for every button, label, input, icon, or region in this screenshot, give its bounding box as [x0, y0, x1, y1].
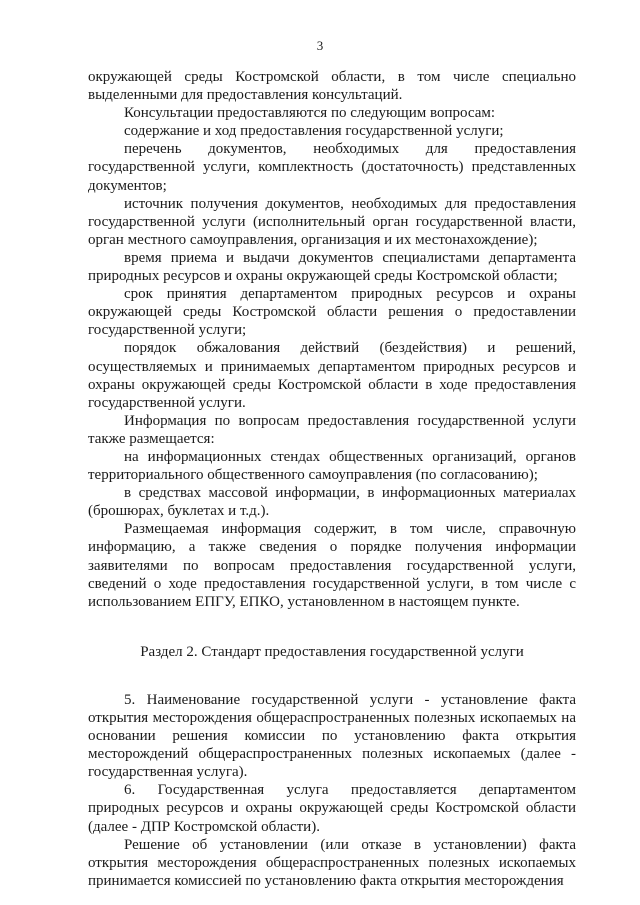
paragraph: Информация по вопросам предоставления государственной услуги также размещается: — [88, 412, 576, 447]
paragraphs-after — [88, 691, 576, 890]
paragraph: содержание и ход предоставления государственной услуги; — [124, 123, 504, 140]
paragraph: 5. Наименование государственной услуги - установление факта открытия месторождения общераспространенных полезных ископаемых на основании решения комиссии по установлению факта открытия месторождений общераспространенных полезных ископаемых (далее - государственная услуга). — [88, 691, 576, 781]
paragraph: порядок обжалования действий (бездействия) и решений, осуществляемых и принимаемых департаментом природных ресурсов и охраны окружающей среды Костромской области в ходе предоставления государственной услуги. — [88, 340, 576, 411]
document-body — [88, 68, 576, 890]
paragraph: время приема и выдачи документов специалистами департамента природных ресурсов и охраны окружающей среды Костромской области; — [88, 249, 576, 285]
page-number: 3 — [316, 38, 324, 53]
paragraph: Размещаемая информация содержит, в том числе, справочную информацию, а также сведения о порядке получения информации заявителями по вопросам предоставления государственной услуги, сведений о ходе предоставления государственной услуги, в том числе с использованием ЕПГУ, ЕПКО, установленном в настоящем пункте. — [88, 521, 576, 610]
paragraph: 6. Государственная услуга предоставляется департаментом природных ресурсов и охраны окружающей среды Костромской области (далее - ДПР Костромской области). — [88, 782, 576, 835]
paragraphs-before — [88, 68, 576, 611]
paragraph: Консультации предоставляются по следующим вопросам: — [124, 105, 496, 122]
paragraph: окружающей среды Костромской области, в том числе специально выделенными для предоставления консультаций. — [88, 69, 576, 104]
paragraph: срок принятия департаментом природных ресурсов и охраны окружающей среды Костромской области решения о предоставлении государственной услуги; — [88, 286, 576, 339]
section-heading: Раздел 2. Стандарт предоставления государственной услуги — [140, 643, 524, 660]
paragraph: перечень документов, необходимых для предоставления государственной услуги, комплектность (достаточность) представленных документов; — [88, 141, 576, 194]
paragraph: в средствах массовой информации, в информационных материалах (брошюрах, буклетах и т.д.). — [88, 485, 576, 520]
paragraph: на информационных стендах общественных организаций, органов территориального общественного самоуправления (по согласованию); — [88, 448, 576, 484]
paragraph: источник получения документов, необходимых для предоставления государственной услуги (исполнительный орган государственной власти, орган местного самоуправления, организация и их местонахождение); — [88, 195, 576, 248]
paragraph: Решение об установлении (или отказе в установлении) факта открытия месторождения общераспространенных полезных ископаемых принимается комиссией по установлению факта открытия месторождения — [88, 836, 576, 889]
